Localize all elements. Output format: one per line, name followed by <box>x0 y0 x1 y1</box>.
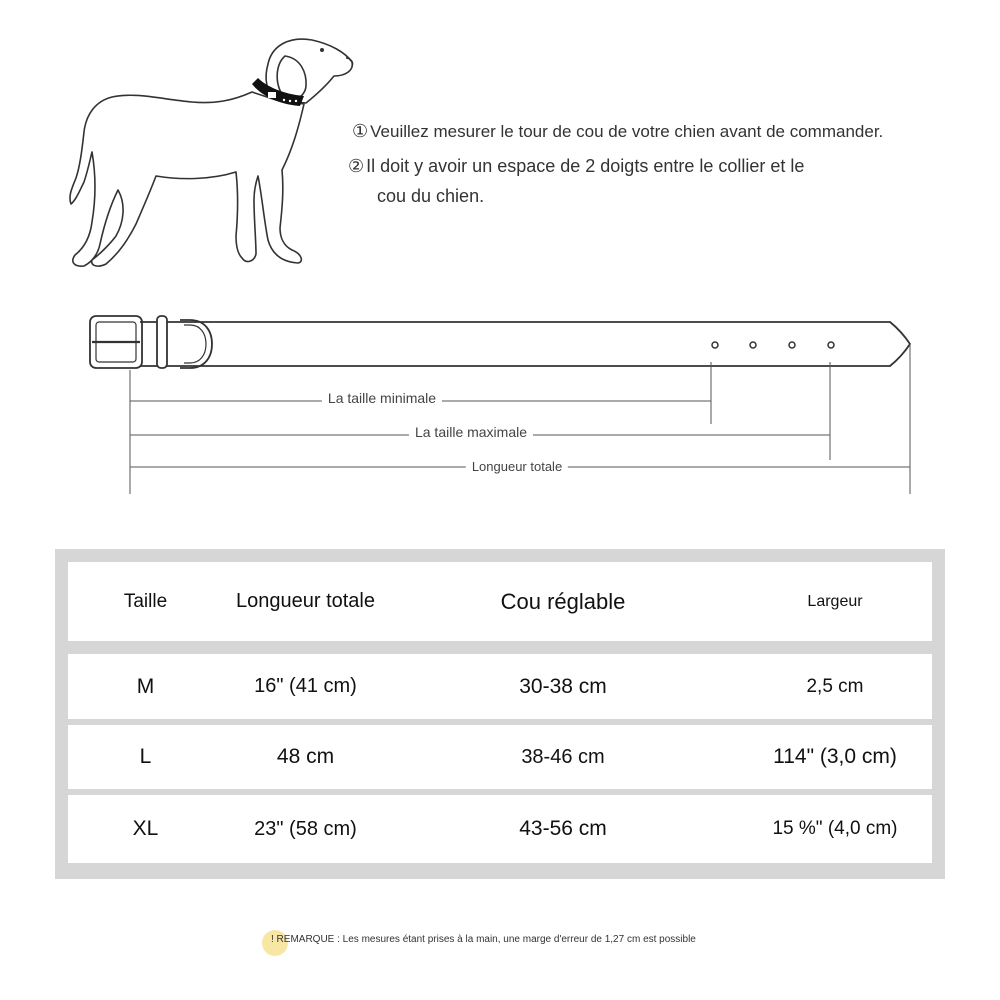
table-row <box>68 654 932 719</box>
measurement-note: ! REMARQUE : Les mesures étant prises à la main, une marge d'erreur de 1,27 cm est possible <box>271 934 696 945</box>
table-row <box>68 795 932 863</box>
collar-hole <box>750 342 756 348</box>
collar-hole <box>789 342 795 348</box>
total-length-cell: 16" (41 cm) <box>254 675 357 697</box>
collar-keeper <box>157 316 167 368</box>
dog-illustration <box>55 25 365 275</box>
total-length-cell: 48 cm <box>276 745 335 768</box>
collar-hole <box>712 342 718 348</box>
step-1-text: Veuillez mesurer le tour de cou de votre chien avant de commander. <box>370 122 884 141</box>
step-2-text-line-1: Il doit y avoir un espace de 2 doigts entre le collier et le <box>366 156 805 176</box>
instruction-step-2 <box>348 156 804 177</box>
min-size-label: La taille minimale <box>322 390 442 406</box>
instruction-step-1 <box>352 121 883 142</box>
header-size: Taille <box>123 590 168 612</box>
step-2-marker: ② <box>348 156 365 176</box>
collar-hole <box>828 342 834 348</box>
step-1-marker: ① <box>352 121 369 141</box>
neck-range-cell: 30-38 cm <box>519 674 607 698</box>
width-cell: 2,5 cm <box>806 675 864 697</box>
size-cell: M <box>136 674 155 698</box>
width-cell: 114" (3,0 cm) <box>773 745 897 768</box>
size-table <box>55 549 945 879</box>
instruction-step-2-continued <box>377 186 484 207</box>
table-header-row <box>68 562 932 641</box>
header-total-length: Longueur totale <box>235 590 375 612</box>
neck-range-cell: 38-46 cm <box>521 745 605 768</box>
max-size-label: La taille maximale <box>409 424 533 440</box>
total-length-label: Longueur totale <box>466 459 568 474</box>
size-cell: XL <box>132 817 159 840</box>
size-cell: L <box>139 745 152 768</box>
width-cell: 15 %" (4,0 cm) <box>772 818 898 839</box>
header-adjustable-neck: Cou réglable <box>500 588 626 614</box>
total-length-cell: 23" (58 cm) <box>254 817 357 840</box>
step-2-text-line-2: cou du chien. <box>377 186 485 206</box>
table-row <box>68 725 932 789</box>
neck-range-cell: 43-56 cm <box>519 817 607 840</box>
collar-d-ring <box>180 320 212 368</box>
header-width: Largeur <box>807 592 863 610</box>
